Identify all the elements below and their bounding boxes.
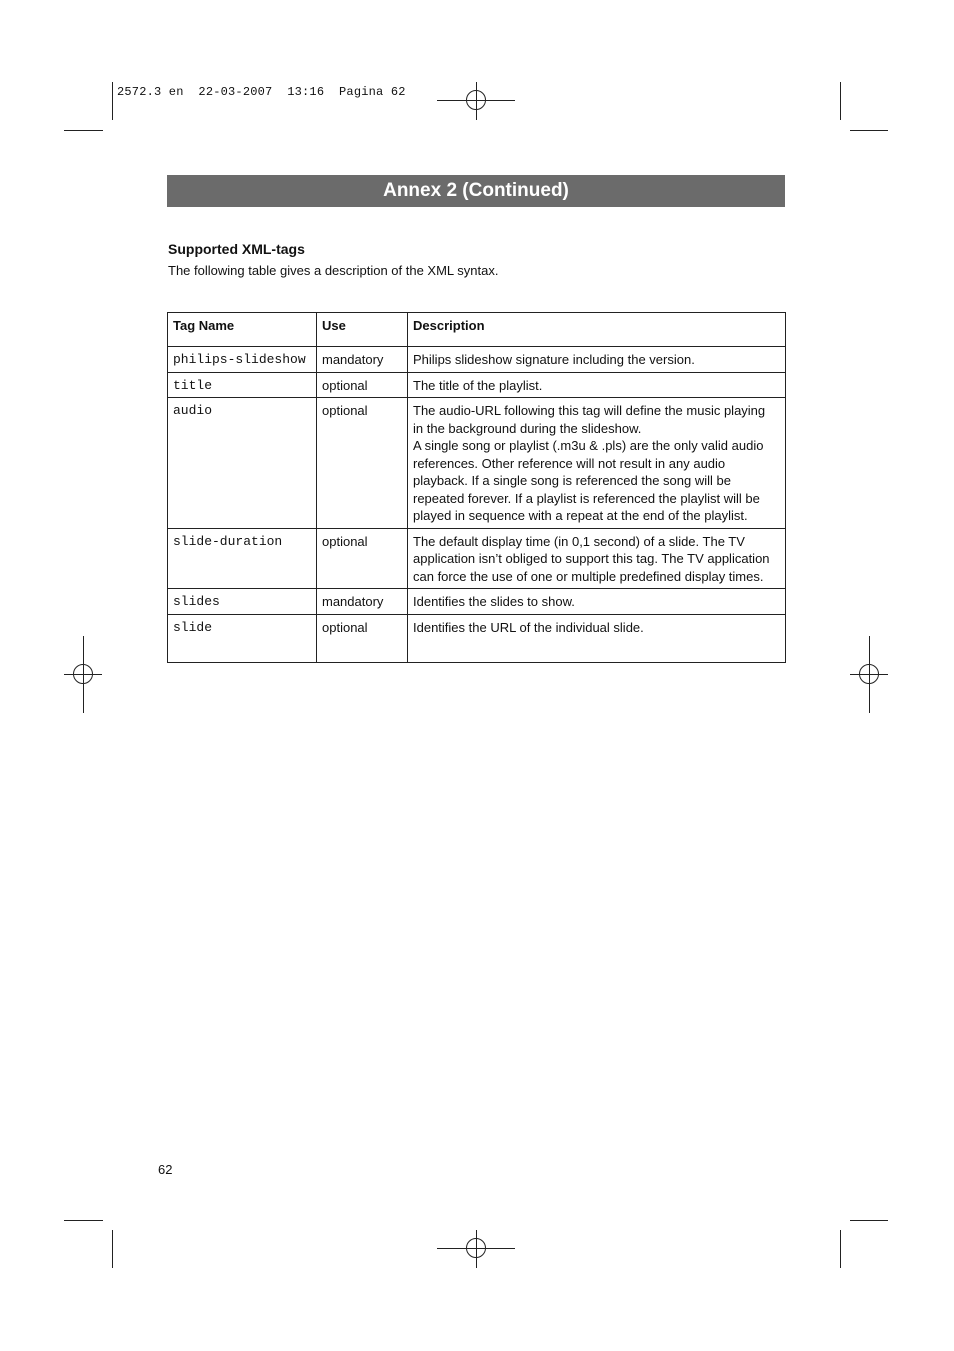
section-title: Supported XML-tags: [168, 241, 305, 257]
use-cell: optional: [317, 528, 408, 589]
crop-mark-top-left-h: [64, 130, 103, 131]
table-header-row: [168, 313, 786, 347]
registration-mark-bottom-icon: [466, 1238, 486, 1258]
crop-mark-top-right-h: [850, 130, 888, 131]
xml-tags-table: [167, 312, 786, 663]
use-cell: mandatory: [317, 347, 408, 373]
description-cell: Identifies the slides to show.: [408, 589, 786, 615]
registration-mark-right-icon: [859, 664, 879, 684]
banner-title: Annex 2 (Continued): [383, 180, 569, 201]
header-description: Description: [408, 313, 786, 347]
crop-mark-top-left-v: [112, 82, 113, 120]
tag-cell: audio: [168, 398, 317, 529]
table-row: [168, 589, 786, 615]
page-number: 62: [158, 1162, 173, 1177]
table-row: [168, 398, 786, 529]
crop-mark-bottom-left-v: [112, 1230, 113, 1268]
print-slug: 2572.3 en 22-03-2007 13:16 Pagina 62: [117, 85, 406, 99]
tag-cell: title: [168, 372, 317, 398]
registration-mark-left-icon: [73, 664, 93, 684]
description-cell: The default display time (in 0,1 second) of a slide. The TV application isn’t obliged to support this tag. The TV application can force the use of one or multiple predefined display times.: [408, 528, 786, 589]
use-cell: optional: [317, 398, 408, 529]
tag-cell: philips-slideshow: [168, 347, 317, 373]
description-cell: Philips slideshow signature including the version.: [408, 347, 786, 373]
description-cell: The title of the playlist.: [408, 372, 786, 398]
annex-banner: [167, 175, 785, 207]
header-use: Use: [317, 313, 408, 347]
table-row: [168, 347, 786, 373]
table-row: [168, 614, 786, 662]
use-cell: optional: [317, 372, 408, 398]
use-cell: optional: [317, 614, 408, 662]
section-intro: The following table gives a description of the XML syntax.: [168, 263, 499, 278]
use-cell: mandatory: [317, 589, 408, 615]
registration-mark-top-icon: [466, 90, 486, 110]
table-row: [168, 372, 786, 398]
description-cell: Identifies the URL of the individual slide.: [408, 614, 786, 662]
crop-mark-bottom-right-v: [840, 1230, 841, 1268]
description-cell: The audio-URL following this tag will define the music playing in the background during the slideshow. A single song or playlist (.m3u & .pls) are the only valid audio references. Other reference will not result in any audio playback. If a single song is referenced the song will be repeated forever. If a playlist is referenced the playlist will be played in sequence with a repeat at the end of the playlist.: [408, 398, 786, 529]
tag-cell: slide-duration: [168, 528, 317, 589]
tag-cell: slide: [168, 614, 317, 662]
header-tag-name: Tag Name: [168, 313, 317, 347]
table-row: [168, 528, 786, 589]
tag-cell: slides: [168, 589, 317, 615]
crop-mark-top-right-v: [840, 82, 841, 120]
crop-mark-bottom-right-h: [850, 1220, 888, 1221]
crop-mark-bottom-left-h: [64, 1220, 103, 1221]
